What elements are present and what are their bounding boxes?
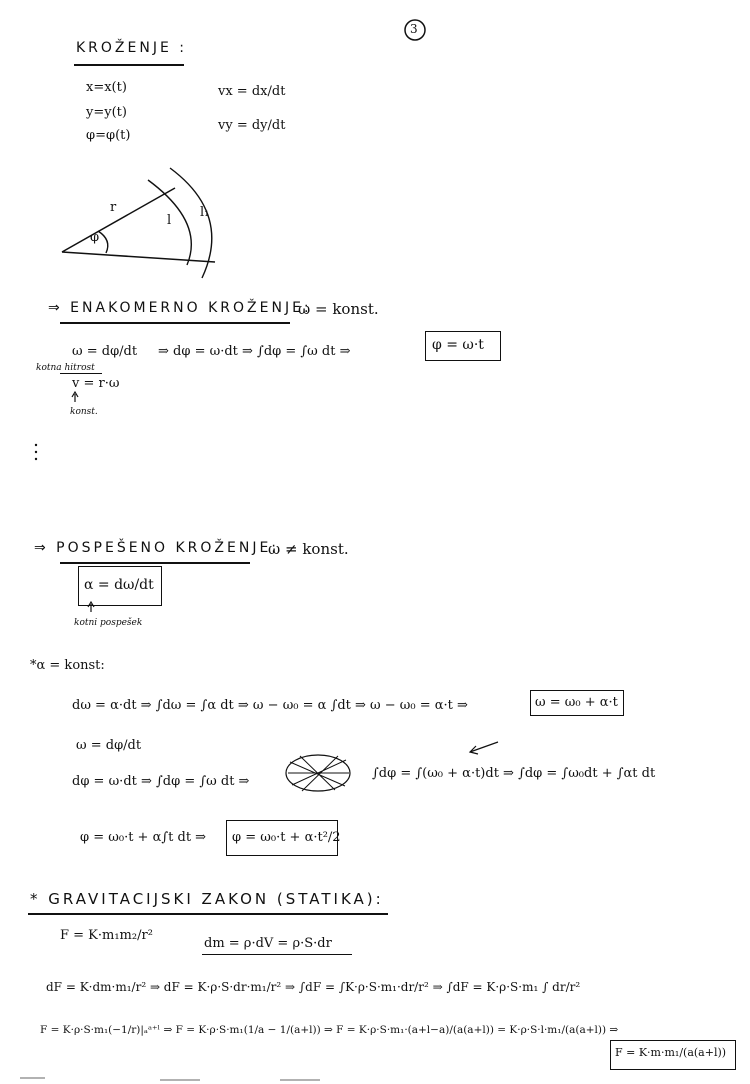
omega-definition-2: ω = dφ/dt <box>76 738 142 753</box>
diagram-label-phi: φ <box>90 230 100 245</box>
page-number: 3 <box>410 22 418 36</box>
velocity-y: vy = dy/dt <box>218 118 286 133</box>
uniform-condition: ω = konst. <box>298 300 379 318</box>
title-gravitation-law: * GRAVITACIJSKI ZAKON (STATIKA): <box>30 890 384 908</box>
title-underline <box>74 64 184 66</box>
accel-line2b: ∫dφ = ∫(ω₀ + α·t)dt ⇒ ∫dφ = ∫ω₀dt + ∫αt dt <box>372 766 656 781</box>
case-alpha-konst: *α = konst: <box>30 658 105 673</box>
dm-underline <box>202 954 352 955</box>
diagram-label-l1: l₁ <box>200 205 210 220</box>
velocity-relation-rule <box>60 373 102 374</box>
title-uniform-motion: ⇒ ENAKOMERNO KROŽENJE: <box>48 300 312 316</box>
diagram-label-r: r <box>110 200 117 215</box>
title-accelerated-motion: ⇒ POSPEŠENO KROŽENJE: <box>34 540 280 556</box>
diagram-label-l: l <box>167 213 172 228</box>
gravity-result: F = K·m·m₁/(a(a+l)) <box>615 1046 727 1059</box>
gravity-title-underline <box>28 913 388 915</box>
konst-note: konst. <box>70 407 98 417</box>
title-krozenje: KROŽENJE : <box>76 40 187 56</box>
accel-condition: ω ≠ konst. <box>268 540 349 558</box>
accel-result2: φ = ω₀·t + α·t²/2 <box>232 830 341 845</box>
accel-line1: dω = α·dt ⇒ ∫dω = ∫α dt ⇒ ω − ω₀ = α ∫dt ⇒ ω − ω₀ = α·t ⇒ <box>72 698 468 713</box>
coord-phi: φ=φ(t) <box>86 128 131 143</box>
uniform-title-underline <box>60 322 290 324</box>
gravity-line2: F = K·ρ·S·m₁(−1/r)|ₐᵃ⁺ˡ ⇒ F = K·ρ·S·m₁(1/a − 1/(a+l)) ⇒ F = K·ρ·S·m₁·(a+l−a)/(a(a+l)) = K·ρ·S·l·m₁/(a(a+l)) ⇒ <box>40 1024 619 1036</box>
accel-line3: φ = ω₀·t + α∫t dt ⇒ <box>80 830 207 845</box>
velocity-relation: v = r·ω <box>72 376 120 391</box>
coord-y: y=y(t) <box>86 105 127 120</box>
gravity-law: F = K·m₁m₂/r² <box>60 928 153 943</box>
accel-line2: dφ = ω·dt ⇒ ∫dφ = ∫ω dt ⇒ <box>72 774 250 789</box>
uniform-derivation: ⇒ dφ = ω·dt ⇒ ∫dφ = ∫ω dt ⇒ <box>158 344 351 359</box>
accel-result1: ω = ω₀ + α·t <box>535 695 618 710</box>
note-kotni-pospesek: kotni pospešek <box>74 618 143 628</box>
uniform-result: φ = ω·t <box>432 337 484 353</box>
alpha-definition: α = dω/dt <box>84 577 154 593</box>
omega-definition: ω = dφ/dt <box>72 344 138 359</box>
dm-relation: dm = ρ·dV = ρ·S·dr <box>204 936 332 951</box>
gravity-line1: dF = K·dm·m₁/r² ⇒ dF = K·ρ·S·dr·m₁/r² ⇒ ∫dF = ∫K·ρ·S·m₁·dr/r² ⇒ ∫dF = K·ρ·S·m₁ ∫ dr/r² <box>46 980 581 994</box>
accel-title-underline <box>60 562 250 564</box>
coord-x: x=x(t) <box>86 80 127 95</box>
velocity-x: vx = dx/dt <box>218 84 286 99</box>
note-kotna-hitrost: kotna hitrost <box>36 363 95 373</box>
